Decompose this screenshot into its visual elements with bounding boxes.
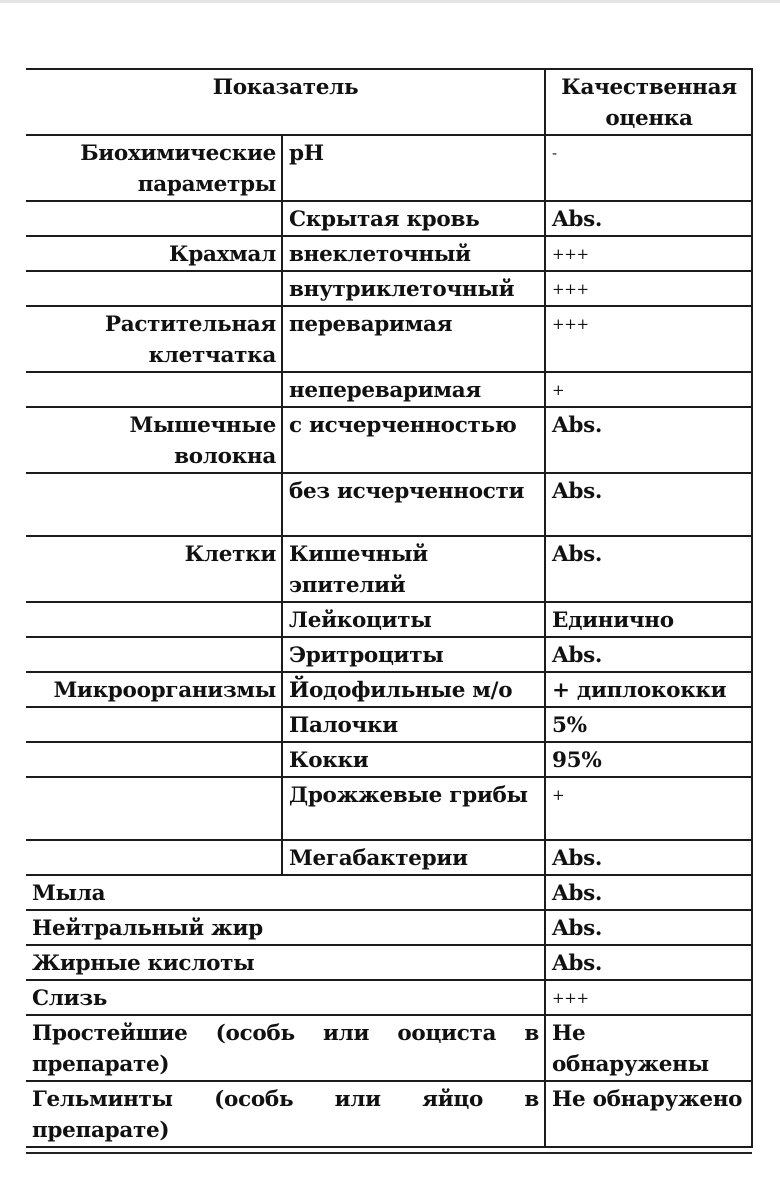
value-cell: Abs. xyxy=(545,201,752,236)
table-row xyxy=(26,135,752,201)
table-row xyxy=(26,236,752,271)
label-cell: Жирные кислоты xyxy=(26,945,545,980)
group-cell xyxy=(26,271,282,306)
label-cell: Нейтральный жир xyxy=(26,910,545,945)
table-row xyxy=(26,306,752,372)
top-edge xyxy=(0,0,780,3)
group-cell: Растительная клетчатка xyxy=(26,306,282,372)
table-row xyxy=(26,473,752,536)
table-row xyxy=(26,840,752,875)
group-cell: Крахмал xyxy=(26,236,282,271)
value-cell: +++ xyxy=(545,236,752,271)
value-cell: + xyxy=(545,372,752,407)
group-cell xyxy=(26,201,282,236)
value-cell: + диплококки xyxy=(545,672,752,707)
table-row xyxy=(26,1015,752,1081)
value-cell: Abs. xyxy=(545,407,752,473)
table-row xyxy=(26,742,752,777)
label-cell: Мыла xyxy=(26,875,545,910)
value-cell: Abs. xyxy=(545,473,752,536)
value-cell: Единично xyxy=(545,602,752,637)
group-cell xyxy=(26,777,282,840)
header-indicator: Показатель xyxy=(26,69,545,135)
table-row xyxy=(26,602,752,637)
table-row xyxy=(26,910,752,945)
divider-line xyxy=(26,1152,752,1154)
table-row xyxy=(26,637,752,672)
item-cell: Палочки xyxy=(282,707,545,742)
group-cell xyxy=(26,840,282,875)
table-row xyxy=(26,201,752,236)
value-cell: Не обнаружено xyxy=(545,1081,752,1147)
header-row xyxy=(26,69,752,135)
header-assessment: Качественная оценка xyxy=(545,69,752,135)
label-cell: Гельминты (особь или яйцо в препарате) xyxy=(26,1081,545,1147)
item-cell: с исчерченностью xyxy=(282,407,545,473)
item-cell: Кишечный эпителий xyxy=(282,536,545,602)
item-cell: pH xyxy=(282,135,545,201)
table-row xyxy=(26,536,752,602)
table-row xyxy=(26,980,752,1015)
value-cell: +++ xyxy=(545,980,752,1015)
value-cell: - xyxy=(545,135,752,201)
group-cell: Микроорганизмы xyxy=(26,672,282,707)
item-cell: Эритроциты xyxy=(282,637,545,672)
value-cell: Не обнаружены xyxy=(545,1015,752,1081)
group-cell: Биохимические параметры xyxy=(26,135,282,201)
stool-analysis-table xyxy=(26,68,753,1148)
value-cell: + xyxy=(545,777,752,840)
table-row xyxy=(26,271,752,306)
group-cell xyxy=(26,707,282,742)
group-cell xyxy=(26,372,282,407)
value-cell: Abs. xyxy=(545,637,752,672)
table-row xyxy=(26,1081,752,1147)
item-cell: Дрожжевые грибы xyxy=(282,777,545,840)
value-cell: Abs. xyxy=(545,875,752,910)
table-row xyxy=(26,945,752,980)
label-cell: Слизь xyxy=(26,980,545,1015)
table-row xyxy=(26,707,752,742)
table-row xyxy=(26,777,752,840)
item-cell: внутриклеточный xyxy=(282,271,545,306)
table-row xyxy=(26,672,752,707)
value-cell: 5% xyxy=(545,707,752,742)
value-cell: Abs. xyxy=(545,536,752,602)
value-cell: Abs. xyxy=(545,945,752,980)
table-row xyxy=(26,407,752,473)
item-cell: непереваримая xyxy=(282,372,545,407)
item-cell: без исчерченности xyxy=(282,473,545,536)
item-cell: Кокки xyxy=(282,742,545,777)
group-cell xyxy=(26,637,282,672)
item-cell: переваримая xyxy=(282,306,545,372)
value-cell: +++ xyxy=(545,271,752,306)
value-cell: 95% xyxy=(545,742,752,777)
table-row xyxy=(26,372,752,407)
item-cell: Лейкоциты xyxy=(282,602,545,637)
group-cell: Мышечные волокна xyxy=(26,407,282,473)
group-cell: Клетки xyxy=(26,536,282,602)
value-cell: Abs. xyxy=(545,840,752,875)
value-cell: +++ xyxy=(545,306,752,372)
item-cell: Йодофильные м/о xyxy=(282,672,545,707)
group-cell xyxy=(26,473,282,536)
value-cell: Abs. xyxy=(545,910,752,945)
item-cell: внеклеточный xyxy=(282,236,545,271)
group-cell xyxy=(26,602,282,637)
item-cell: Скрытая кровь xyxy=(282,201,545,236)
label-cell: Простейшие (особь или ооциста в препарате) xyxy=(26,1015,545,1081)
item-cell: Мегабактерии xyxy=(282,840,545,875)
table-row xyxy=(26,875,752,910)
group-cell xyxy=(26,742,282,777)
